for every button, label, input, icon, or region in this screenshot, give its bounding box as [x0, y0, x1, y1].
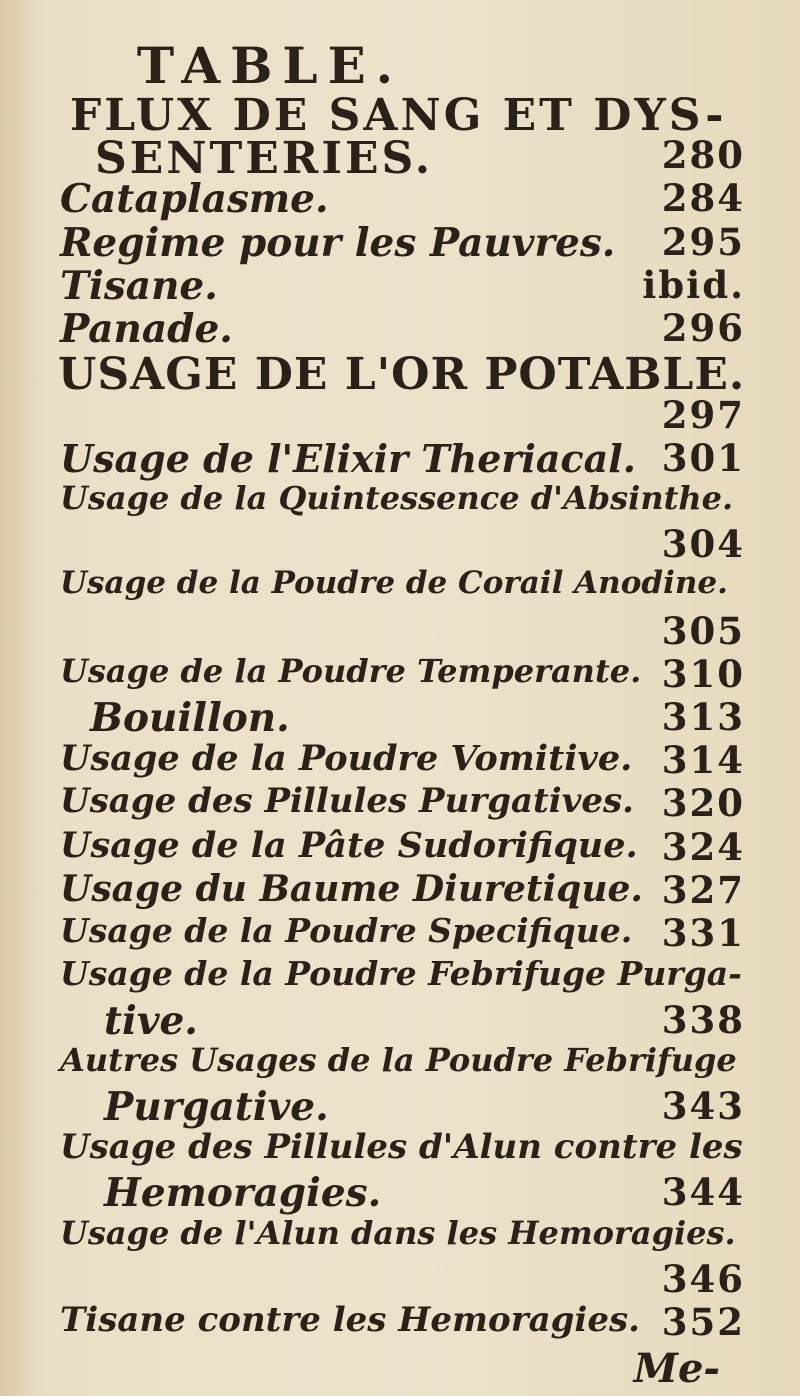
toc-entry-label: Usage de la Pâte Sudorifique. — [60, 825, 638, 866]
toc-entry-label: Cataplasme. — [60, 176, 329, 222]
toc-entry-page: 296 — [661, 306, 745, 350]
toc-entry-page: 297 — [661, 393, 745, 437]
toc-entry-label: Panade. — [60, 306, 233, 352]
toc-entry-label: Bouillon. — [90, 695, 290, 741]
toc-entry-label: Tisane contre les Hemoragies. — [60, 1300, 640, 1340]
toc-entry-page: 346 — [661, 1257, 745, 1301]
toc-entry-label: Usage de la Poudre Specifique. — [60, 911, 633, 950]
toc-entry-label: tive. — [104, 998, 198, 1044]
toc-entry-label: FLUX DE SANG ET DYS- — [70, 90, 727, 141]
toc-entry-label: Regime pour les Pauvres. — [60, 220, 616, 266]
toc-entry-page: 344 — [661, 1170, 745, 1214]
toc-entry-page: 320 — [661, 781, 745, 825]
toc-entry-label: Usage de la Poudre Febrifuge Purga- — [60, 954, 742, 993]
toc-entry-page: 327 — [661, 868, 745, 912]
toc-entry-label: Hemoragies. — [104, 1170, 382, 1216]
toc-entry-label: Usage de la Poudre Vomitive. — [60, 738, 633, 779]
catchword: Me- — [633, 1345, 720, 1392]
toc-entry-label: SENTERIES. — [95, 133, 434, 184]
toc-entry-label: USAGE DE L'OR POTABLE. — [58, 349, 746, 400]
toc-entry-label: Tisane. — [60, 263, 218, 309]
toc-entry-page: 280 — [661, 133, 745, 177]
toc-entry-label: Usage de la Quintessence d'Absinthe. — [60, 479, 734, 517]
toc-entry-page: 284 — [661, 176, 745, 220]
toc-entry-page: 313 — [661, 695, 745, 739]
toc-entry-page: ibid. — [642, 263, 745, 307]
toc-entry-page: 338 — [661, 998, 745, 1042]
toc-entry-page: 314 — [661, 738, 745, 782]
toc-entry-label: Usage de l'Alun dans les Hemoragies. — [60, 1214, 736, 1252]
toc-entry-page: 295 — [661, 220, 745, 264]
toc-entry-label: Usage de la Poudre de Corail Anodine. — [60, 565, 728, 601]
toc-entry-label: Autres Usages de la Poudre Febrifuge — [60, 1041, 737, 1079]
toc-entry-page: 324 — [661, 825, 745, 869]
page-title: TABLE. — [136, 36, 404, 95]
toc-entry-label: Usage des Pillules d'Alun contre les — [60, 1127, 743, 1167]
toc-entry-label: Usage de la Poudre Temperante. — [60, 652, 642, 690]
toc-entry-label: Usage de l'Elixir Theriacal. — [60, 436, 636, 481]
toc-entry-page: 304 — [661, 522, 745, 566]
toc-entry-page: 331 — [661, 911, 745, 955]
toc-entry-page: 343 — [661, 1084, 745, 1128]
toc-entry-page: 310 — [661, 652, 745, 696]
toc-entry-page: 352 — [661, 1300, 745, 1344]
toc-entry-page: 301 — [661, 436, 745, 480]
toc-entry-label: Usage des Pillules Purgatives. — [60, 781, 634, 821]
toc-entry-label: Usage du Baume Diuretique. — [60, 868, 643, 910]
toc-entry-label: Purgative. — [104, 1084, 329, 1130]
toc-entry-page: 305 — [661, 609, 745, 653]
